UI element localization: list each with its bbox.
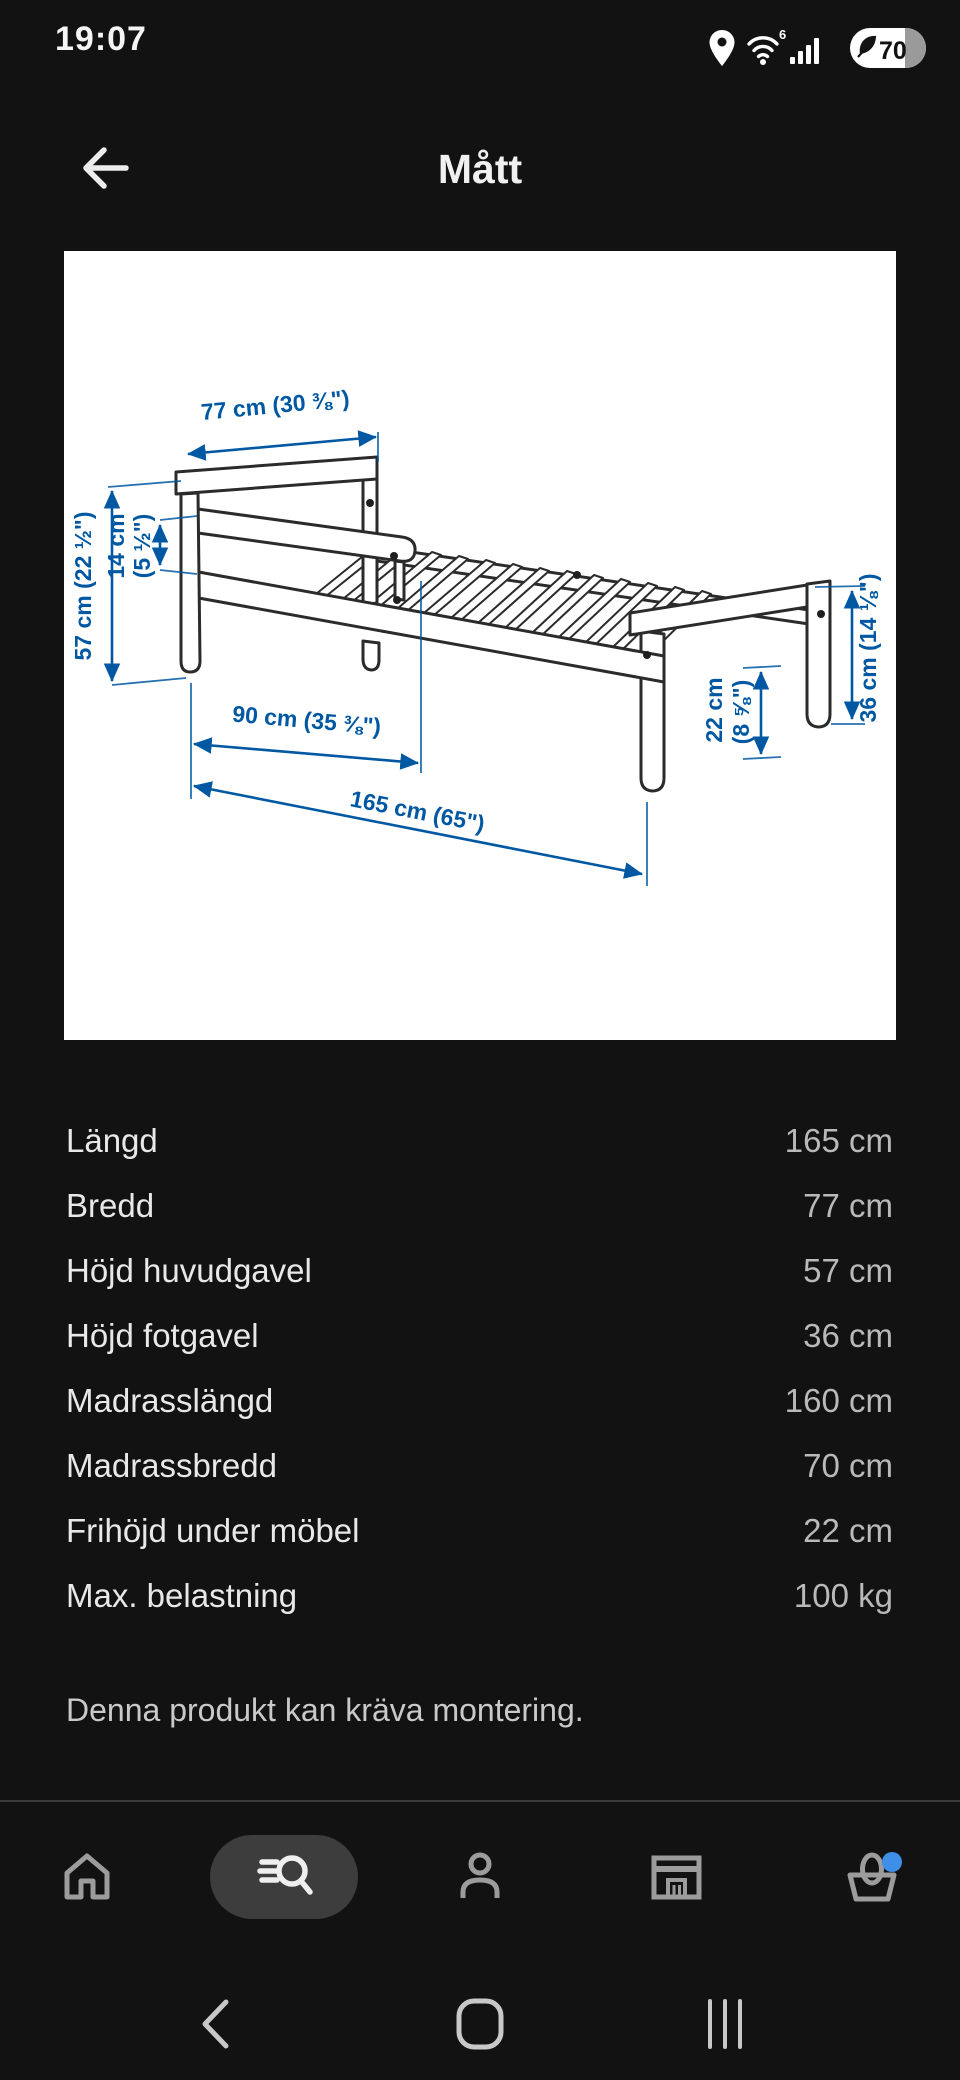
- android-home-button[interactable]: [456, 1998, 504, 2050]
- dim-foot-height-label: 36 cm (14 ⅛"): [855, 573, 881, 723]
- spec-row-max-belastning: [66, 1563, 893, 1628]
- wifi-icon: [749, 27, 786, 65]
- spec-table: [66, 1108, 893, 1628]
- nav-search[interactable]: [210, 1835, 358, 1919]
- page-title: Mått: [437, 146, 523, 192]
- spec-row-frihojd: [66, 1498, 893, 1563]
- profile-icon: [452, 1849, 508, 1905]
- spec-row-langd: [66, 1108, 893, 1173]
- spec-label: Längd: [66, 1121, 158, 1159]
- status-time: 19:07: [55, 20, 147, 58]
- assembly-note: Denna produkt kan kräva montering.: [66, 1692, 584, 1728]
- battery-icon: [850, 28, 926, 68]
- spec-row-bredd: [66, 1173, 893, 1238]
- dim-clearance-inch-label: (8 ⅝"): [728, 679, 754, 745]
- nav-cart[interactable]: [844, 1849, 900, 1905]
- spec-value: 165 cm: [784, 1121, 893, 1159]
- spec-row-hojd-fotgavel: [66, 1303, 893, 1368]
- svg-text:6: 6: [779, 27, 787, 42]
- spec-label: Höjd fotgavel: [66, 1316, 259, 1354]
- android-recents-button[interactable]: [702, 1998, 748, 2050]
- android-home-icon: [459, 2001, 501, 2047]
- bed-dimension-diagram: [64, 251, 896, 1040]
- spec-value: 77 cm: [803, 1186, 893, 1224]
- android-recents-icon: [710, 2001, 740, 2047]
- store-icon: [648, 1849, 704, 1905]
- spec-value: 36 cm: [803, 1316, 893, 1354]
- dim-guard-length-label: 90 cm (35 ⅜"): [231, 700, 383, 740]
- battery-level: 70: [879, 37, 907, 65]
- dim-width-label: 77 cm (30 ⅜"): [199, 384, 351, 426]
- android-back-button[interactable]: [196, 1998, 236, 2050]
- home-icon: [59, 1849, 115, 1905]
- spec-label: Max. belastning: [66, 1576, 298, 1614]
- dim-clearance-label: 22 cm: [701, 677, 727, 743]
- cart-icon: [844, 1849, 904, 1905]
- dim-head-height-label: 57 cm (22 ½"): [70, 511, 96, 661]
- nav-home[interactable]: [59, 1849, 115, 1905]
- android-back-icon: [205, 2002, 226, 2046]
- nav-store[interactable]: [648, 1849, 704, 1905]
- search-icon: [256, 1849, 314, 1905]
- nav-profile[interactable]: [452, 1849, 508, 1905]
- spec-label: Madrasslängd: [66, 1381, 274, 1419]
- spec-value: 160 cm: [784, 1381, 893, 1419]
- spec-value: 100 kg: [793, 1576, 893, 1614]
- dim-rail-gap-label: 14 cm: [103, 513, 129, 579]
- signal-icon: [790, 38, 819, 64]
- location-icon: [710, 30, 735, 66]
- spec-label: Madrassbredd: [66, 1446, 277, 1484]
- spec-row-madrassbredd: [66, 1433, 893, 1498]
- spec-label: Bredd: [66, 1186, 155, 1224]
- cart-badge: [882, 1852, 902, 1872]
- dim-rail-gap-inch-label: (5 ½"): [129, 513, 155, 579]
- spec-label: Frihöjd under möbel: [66, 1511, 360, 1549]
- dim-total-length-label: 165 cm (65"): [348, 785, 487, 837]
- product-dimension-image: [64, 251, 896, 1040]
- spec-value: 22 cm: [803, 1511, 893, 1549]
- nav-divider: [0, 1800, 960, 1802]
- status-icons: [704, 26, 954, 74]
- spec-value: 57 cm: [803, 1251, 893, 1289]
- spec-row-madrasslangd: [66, 1368, 893, 1433]
- spec-label: Höjd huvudgavel: [66, 1251, 312, 1289]
- spec-value: 70 cm: [803, 1446, 893, 1484]
- spec-row-hojd-huvudgavel: [66, 1238, 893, 1303]
